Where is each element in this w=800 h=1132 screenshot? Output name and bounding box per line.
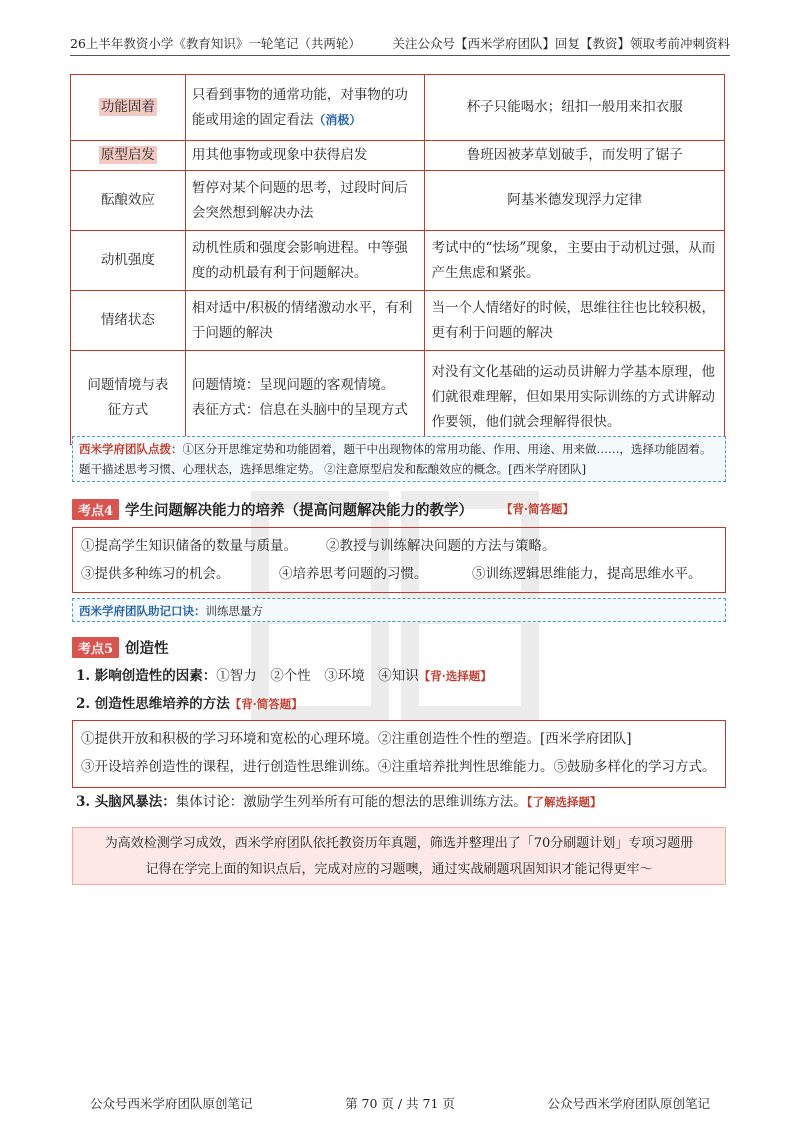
section-title: 学生问题解决能力的培养（提高问题解决能力的教学）	[125, 501, 474, 519]
row-example: 当一个人情绪好的时候，思维往往也比较积极，更有利于问题的解决	[425, 291, 725, 351]
row-example: 阿基米德发现浮力定律	[425, 171, 725, 231]
point-3: 3. 头脑风暴法：集体讨论：激励学生列举所有可能的想法的思维训练方法。【了解选择题】	[76, 794, 602, 810]
practice-promo-box	[72, 827, 726, 885]
row-desc: 只看到事物的通常功能，对事物的功能或用途的固定看法	[191, 86, 408, 128]
mnemonic-box	[72, 598, 726, 622]
promo-line-1: 为高效检测学习成效，西米学府团队依托教资历年真题，筛选并整理出了「70分刷题计划」专项习题册	[104, 836, 694, 851]
mnemonic-title: 西米学府团队助记口诀：	[79, 604, 206, 618]
page-footer	[90, 1094, 710, 1112]
table-row	[71, 351, 725, 445]
page-number: 第 70 页 / 共 71 页	[345, 1096, 455, 1111]
table-row	[71, 141, 725, 171]
header-right: 关注公众号【西米学府团队】回复【教资】领取考前冲刺资料	[392, 36, 730, 51]
row-name: 问题情境与表征方式	[71, 351, 186, 445]
table-row	[71, 75, 725, 141]
table-row	[71, 231, 725, 291]
row-desc: 动机性质和强度会影响进程。中等强度的动机最有利于问题解决。	[185, 231, 425, 291]
list-item: ②教授与训练解决问题的方法与策略。	[326, 538, 556, 554]
row-name: 动机强度	[71, 231, 186, 291]
row-name: 情绪状态	[71, 291, 186, 351]
list-item: ①提高学生知识储备的数量与质量。	[81, 538, 297, 554]
row-example: 对没有文化基础的运动员讲解力学基本原理，他们就很难理解，但如果用实际训练的方式讲解动作要领，他们就会理解得很快。	[425, 351, 725, 445]
promo-line-2: 记得在学完上面的知识点后，完成对应的习题噢，通过实战刷题巩固知识才能记得更牢～	[145, 862, 653, 877]
section-4-heading	[72, 498, 574, 520]
row-name: 酝酿效应	[71, 171, 186, 231]
section-5-heading	[72, 636, 169, 658]
footer-right: 公众号西米学府团队原创笔记	[547, 1096, 710, 1111]
table-row	[71, 291, 725, 351]
mnemonic-text: 训练思量方	[205, 604, 263, 618]
row-desc: 问题情境：呈现问题的客观情境。	[191, 376, 395, 393]
list-item: ③提供多种练习的机会。	[81, 566, 230, 582]
section-badge: 考点5	[72, 637, 119, 658]
list-item: ①提供开放和积极的学习环境和宽松的心理环境。②注重创造性个性的塑造。[西米学府团队]	[81, 731, 632, 747]
list-item: ⑤训练逻辑思维能力，提高思维水平。	[472, 566, 702, 582]
page-header	[70, 34, 730, 56]
table-row	[71, 171, 725, 231]
row-example: 杯子只能喝水；纽扣一般用来扣衣服	[425, 75, 725, 141]
row-example: 鲁班因被茅草划破手，而发明了锯子	[425, 141, 725, 171]
section-tag: 【背·简答题】	[501, 502, 575, 516]
footer-left: 公众号西米学府团队原创笔记	[90, 1096, 253, 1111]
row-desc-tag: （消极）	[313, 112, 362, 127]
row-name: 原型启发	[100, 147, 155, 163]
list-item: ③开设培养创造性的课程，进行创造性思维训练。④注重培养批判性思维能力。⑤鼓励多样化的学习方式。	[81, 759, 716, 775]
row-name: 功能固着	[100, 99, 155, 115]
tip-title: 西米学府团队点拨：	[79, 442, 183, 456]
row-example: 考试中的“怯场”现象，主要由于动机过强，从而产生焦虑和紧张。	[425, 231, 725, 291]
factors-table	[70, 74, 725, 445]
section-5-list	[72, 720, 726, 788]
header-left: 26上半年教资小学《教育知识》一轮笔记（共两轮）	[70, 36, 361, 51]
row-desc: 相对适中/积极的情绪激动水平，有利于问题的解决	[185, 291, 425, 351]
row-desc-2: 表征方式：信息在头脑中的呈现方式	[191, 401, 408, 418]
row-desc: 暂停对某个问题的思考，过段时间后会突然想到解决办法	[185, 171, 425, 231]
point-1: 1. 影响创造性的因素：①智力 ②个性 ③环境 ④知识【背·选择题】	[76, 668, 492, 684]
point-2: 2. 创造性思维培养的方法【背·简答题】	[76, 696, 303, 712]
list-item: ④培养思考问题的习惯。	[279, 566, 428, 582]
tip-box	[72, 436, 726, 482]
section-4-list	[72, 527, 726, 593]
tip-text: ①区分开思维定势和功能固着，题干中出现物体的常用功能、作用、用途、用来做……，选择功能固着。题干描述思考习惯、心理状态，选择思维定势。 ②注意原型启发和酝酿效应的概念。[西米学府团队]	[79, 442, 712, 476]
row-desc: 用其他事物或现象中获得启发	[185, 141, 425, 171]
section-title: 创造性	[125, 639, 169, 657]
section-badge: 考点4	[72, 499, 119, 520]
